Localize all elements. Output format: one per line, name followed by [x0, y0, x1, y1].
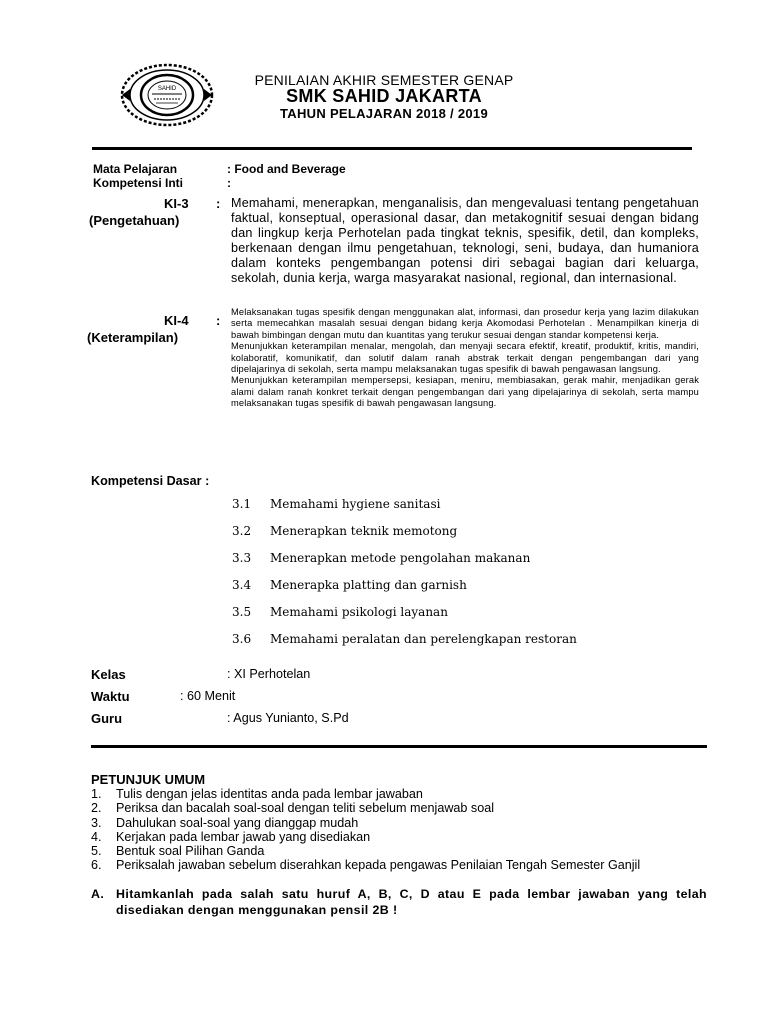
item-number: 3.2: [232, 524, 252, 538]
general-instructions-title: PETUNJUK UMUM: [91, 772, 206, 787]
list-item: [232, 605, 577, 632]
list-item: [232, 632, 577, 659]
item-number: 5.: [91, 844, 102, 859]
list-item: [91, 816, 707, 830]
item-text: Memahami psikologi layanan: [270, 605, 448, 619]
list-item: [91, 858, 707, 872]
exam-title: PENILAIAN AKHIR SEMESTER GENAP: [254, 72, 514, 88]
academic-year: TAHUN PELAJARAN 2018 / 2019: [280, 106, 488, 121]
item-number: 3.5: [232, 605, 252, 619]
list-item: [232, 524, 577, 551]
ki4-colon: :: [216, 313, 221, 328]
list-item: [232, 497, 577, 524]
item-number: 3.1: [232, 497, 252, 511]
header-divider: [92, 147, 692, 150]
list-item: [91, 830, 707, 844]
general-instructions-list: [91, 787, 707, 873]
ki4-subtitle: (Keterampilan): [87, 330, 179, 345]
list-item: [91, 787, 707, 801]
item-text: Menerapkan metode pengolahan makanan: [270, 551, 531, 565]
core-competence-colon: :: [227, 176, 231, 190]
ki4-description: [231, 307, 699, 410]
ki3-code: KI-3: [164, 196, 189, 211]
item-text: Periksa dan bacalah soal-soal dengan teliti sebelum menjawab soal: [116, 801, 495, 816]
teacher-label: Guru: [91, 711, 123, 726]
ki3-subtitle: (Pengetahuan): [89, 213, 180, 228]
ki4-paragraph: Melaksanakan tugas spesifik dengan menggunakan alat, informasi, dan prosedur kerja yang lazim dilakukan serta memecahkan masalah sesuai dengan bidang kerja Akomodasi Perhotelan . Menampilkan kinerja di bawah bimbingan dengan mutu dan kuantitas yang terukur sesuai dengan standar kompetensi kerja.: [231, 307, 699, 340]
list-item: [232, 551, 577, 578]
school-logo: [120, 63, 214, 127]
section-divider: [91, 745, 707, 748]
list-item: [232, 578, 577, 605]
teacher-value: : Agus Yunianto, S.Pd: [227, 711, 349, 725]
ki4-paragraph: Menunjukkan keterampilan mempersepsi, kesiapan, meniru, membiasakan, gerak mahir, menjadikan gerak alami dalam ranah konkret terkait dengan pengembangan dari yang dipelajarinya di sekolah, serta mampu melaksanakan tugas spesifik di bawah pengawasan langsung.: [231, 375, 699, 409]
class-label: Kelas: [91, 667, 126, 682]
item-number: 1.: [91, 787, 102, 801]
item-number: 3.6: [232, 632, 252, 646]
basic-competence-label: Kompetensi Dasar :: [91, 474, 210, 488]
ki3-description: Memahami, menerapkan, menganalisis, dan mengevaluasi tentang pengetahuan faktual, konseptual, operasional dasar, dan metakognitif sesuai dengan bidang dan lingkup kerja Perhotelan pada tingkat teknis, spesifik, detil, dan kompleks, berkenaan dengan ilmu pengetahuan, teknologi, seni, budaya, dan humaniora dalam konteks pengembangan potensi diri sebagai bagian dari keluarga, sekolah, dunia kerja, warga masyarakat nasional, regional, dan internasional.: [231, 196, 699, 285]
item-number: 3.4: [232, 578, 252, 592]
item-number: 6.: [91, 858, 102, 873]
item-text: Memahami hygiene sanitasi: [270, 497, 441, 511]
core-competence-label: Kompetensi Inti: [93, 176, 184, 190]
instruction-text: Hitamkanlah pada salah satu huruf A, B, C, D atau E pada lembar jawaban yang telah disediakan dengan menggunakan pensil 2B !: [116, 887, 707, 917]
item-text: Memahami peralatan dan perelengkapan restoran: [270, 632, 577, 646]
school-name: SMK SAHID JAKARTA: [286, 86, 482, 106]
item-text: Menerapkan teknik memotong: [270, 524, 458, 538]
item-text: Dahulukan soal-soal yang dianggap mudah: [116, 815, 359, 830]
item-text: Bentuk soal Pilihan Ganda: [116, 844, 265, 859]
item-number: 3.: [91, 815, 102, 830]
item-number: 3.3: [232, 551, 252, 565]
class-value: : XI Perhotelan: [227, 667, 311, 681]
list-item: [91, 844, 707, 858]
basic-competence-list: [232, 497, 577, 659]
item-number: 2.: [91, 801, 102, 816]
ki4-code: KI-4: [164, 313, 189, 328]
answer-instruction: [91, 886, 707, 918]
time-value: : 60 Menit: [180, 689, 236, 703]
ki3-colon: :: [216, 196, 221, 211]
ki4-paragraph: Menunjukkan keterampilan menalar, mengolah, dan menyaji secara efektif, kreatif, produktif, kritis, mandiri, kolaboratif, komunikatif, dan solutif dalam ranah abstrak terkait dengan pengembangan dari yang dipelajarinya di sekolah, serta mampu melaksanakan tugas spesifik di bawah pengawasan langsung.: [231, 341, 699, 375]
item-text: Tulis dengan jelas identitas anda pada lembar jawaban: [116, 787, 423, 801]
subject-value: : Food and Beverage: [227, 162, 346, 176]
item-text: Menerapka platting dan garnish: [270, 578, 467, 592]
svg-text:SAHID: SAHID: [157, 86, 177, 92]
instruction-letter: A.: [91, 887, 105, 901]
item-text: Kerjakan pada lembar jawab yang disediakan: [116, 829, 371, 844]
subject-label: Mata Pelajaran: [93, 162, 178, 176]
list-item: [91, 801, 707, 815]
item-number: 4.: [91, 829, 102, 844]
item-text: Periksalah jawaban sebelum diserahkan kepada pengawas Penilaian Tengah Semester Ganjil: [116, 858, 641, 873]
time-label: Waktu: [91, 689, 130, 704]
